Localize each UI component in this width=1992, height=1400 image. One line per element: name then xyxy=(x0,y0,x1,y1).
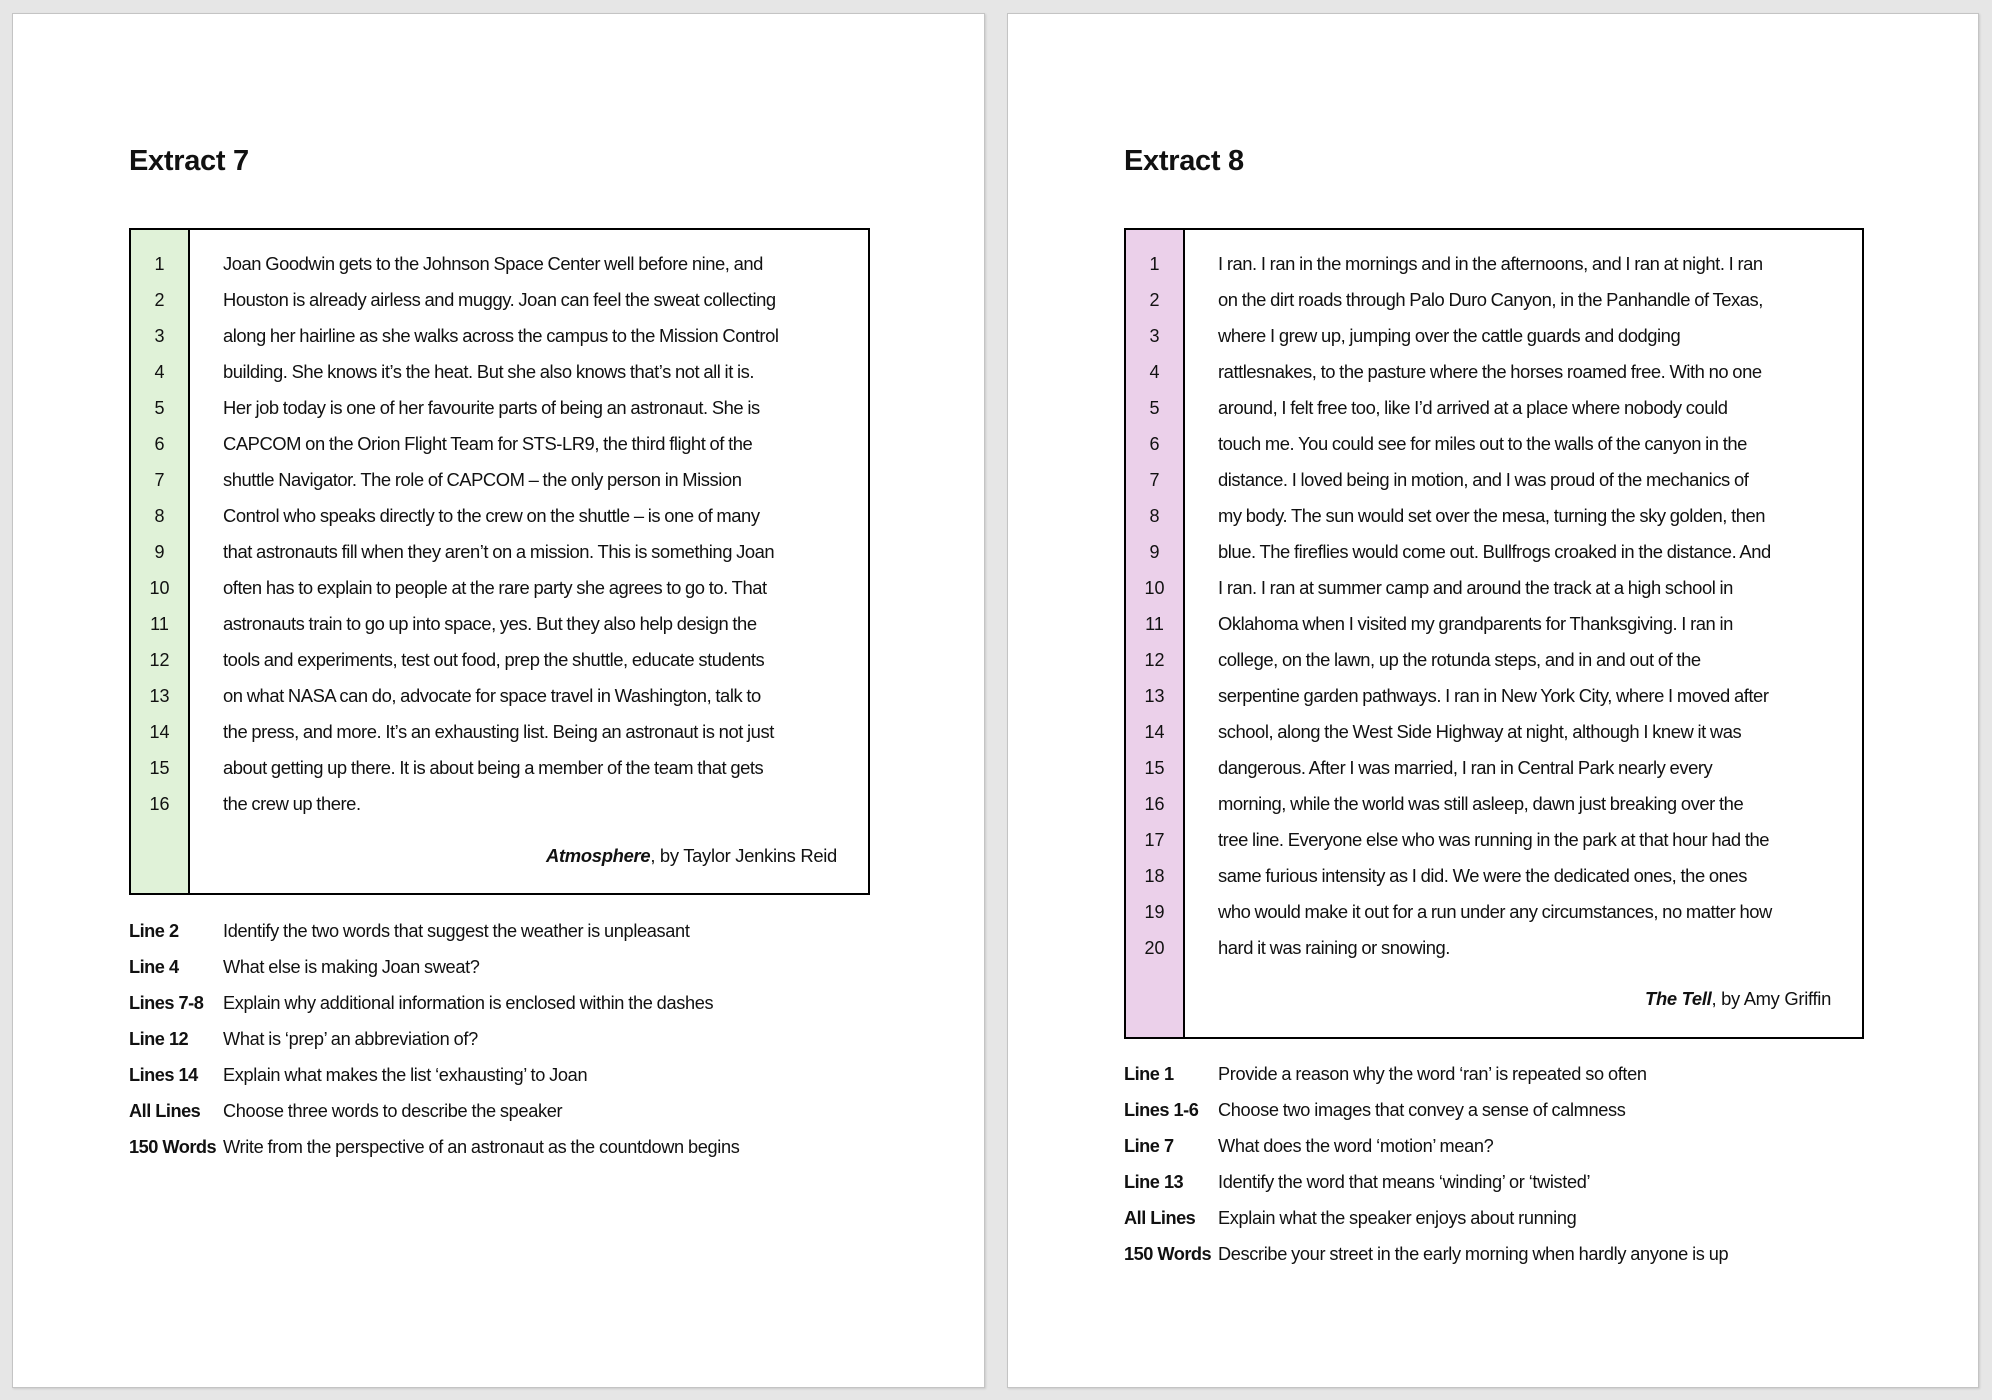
question-row xyxy=(129,1129,740,1165)
passage-line: my body. The sun would set over the mesa, turning the sky golden, then xyxy=(1218,505,1766,526)
question-text: Explain what the speaker enjoys about running xyxy=(1218,1208,1577,1228)
line-number: 5 xyxy=(154,398,165,418)
question-line-reference: 150 Words xyxy=(129,1137,217,1157)
passage-line: shuttle Navigator. The role of CAPCOM – the only person in Mission xyxy=(223,469,742,490)
passage-line: Control who speaks directly to the crew on the shuttle – is one of many xyxy=(223,505,760,526)
passage-line: the press, and more. It’s an exhausting list. Being an astronaut is not just xyxy=(223,721,774,742)
passage-line: college, on the lawn, up the rotunda steps, and in and out of the xyxy=(1218,649,1701,670)
line-number-column xyxy=(1126,230,1185,1037)
passage-line: where I grew up, jumping over the cattle guards and dodging xyxy=(1218,325,1681,346)
question-row xyxy=(129,949,740,985)
question-row xyxy=(129,1057,740,1093)
line-number: 20 xyxy=(1144,938,1165,958)
question-row xyxy=(129,913,740,949)
line-number: 17 xyxy=(1144,830,1165,850)
passage-line: hard it was raining or snowing. xyxy=(1218,937,1450,958)
extract-8-title: Extract 8 xyxy=(1124,145,1244,177)
question-line-reference: Line 13 xyxy=(1124,1172,1184,1192)
line-number: 1 xyxy=(154,254,165,274)
question-line-reference: All Lines xyxy=(129,1101,201,1121)
line-number: 15 xyxy=(1144,758,1165,778)
passage-line: serpentine garden pathways. I ran in New York City, where I moved after xyxy=(1218,685,1769,706)
line-number: 9 xyxy=(1149,542,1160,562)
extract-8-passage-box xyxy=(1124,228,1864,1039)
line-number: 11 xyxy=(150,614,169,634)
page-extract-8 xyxy=(1007,13,1979,1388)
line-number: 12 xyxy=(149,650,170,670)
passage-line: school, along the West Side Highway at night, although I knew it was xyxy=(1218,721,1742,742)
question-text: Choose three words to describe the speaker xyxy=(223,1101,563,1121)
passage-line: on what NASA can do, advocate for space travel in Washington, talk to xyxy=(223,685,761,706)
line-number: 6 xyxy=(154,434,165,454)
question-row xyxy=(1124,1092,1728,1128)
line-number: 3 xyxy=(154,326,165,346)
passage-line: CAPCOM on the Orion Flight Team for STS-LR9, the third flight of the xyxy=(223,433,753,454)
line-number: 11 xyxy=(1145,614,1164,634)
citation xyxy=(1645,981,1831,1017)
citation-work-title: Atmosphere xyxy=(546,845,651,866)
passage-line: blue. The fireflies would come out. Bullfrogs croaked in the distance. And xyxy=(1218,541,1771,562)
passage-line: who would make it out for a run under any circumstances, no matter how xyxy=(1218,901,1772,922)
citation-author: , by Taylor Jenkins Reid xyxy=(650,845,837,866)
line-number: 19 xyxy=(1144,902,1165,922)
passage-line: the crew up there. xyxy=(223,793,361,814)
extract-7-questions xyxy=(129,913,740,1165)
question-row xyxy=(129,1021,740,1057)
question-text: Identify the word that means ‘winding’ or ‘twisted’ xyxy=(1218,1172,1591,1192)
passage-line: I ran. I ran in the mornings and in the afternoons, and I ran at night. I ran xyxy=(1218,253,1763,274)
question-line-reference: 150 Words xyxy=(1124,1244,1212,1264)
line-number: 16 xyxy=(1144,794,1165,814)
passage-line: that astronauts fill when they aren’t on a mission. This is something Joan xyxy=(223,541,775,562)
line-number: 13 xyxy=(149,686,170,706)
line-number-column xyxy=(131,230,190,893)
passage-line: morning, while the world was still asleep, dawn just breaking over the xyxy=(1218,793,1744,814)
line-number: 15 xyxy=(149,758,170,778)
question-line-reference: Line 12 xyxy=(129,1029,189,1049)
citation-author: , by Amy Griffin xyxy=(1711,988,1831,1009)
passage-line: astronauts train to go up into space, yes. But they also help design the xyxy=(223,613,757,634)
passage-line: about getting up there. It is about being a member of the team that gets xyxy=(223,757,764,778)
passage-line: dangerous. After I was married, I ran in Central Park nearly every xyxy=(1218,757,1713,778)
line-number: 10 xyxy=(149,578,170,598)
line-number: 1 xyxy=(1149,254,1160,274)
passage-line: Joan Goodwin gets to the Johnson Space Center well before nine, and xyxy=(223,253,763,274)
question-line-reference: Line 4 xyxy=(129,957,179,977)
line-number: 8 xyxy=(154,506,165,526)
question-line-reference: Line 7 xyxy=(1124,1136,1174,1156)
passage-line: building. She knows it’s the heat. But she also knows that’s not all it is. xyxy=(223,361,755,382)
question-text: Identify the two words that suggest the weather is unpleasant xyxy=(223,921,690,941)
question-text: What is ‘prep’ an abbreviation of? xyxy=(223,1029,478,1049)
line-number: 13 xyxy=(1144,686,1165,706)
question-text: Describe your street in the early morning when hardly anyone is up xyxy=(1218,1244,1729,1264)
citation xyxy=(546,838,837,874)
question-row xyxy=(1124,1164,1728,1200)
page-extract-7 xyxy=(12,13,985,1388)
question-row xyxy=(129,985,740,1021)
passage-line: distance. I loved being in motion, and I was proud of the mechanics of xyxy=(1218,469,1749,490)
passage-line: touch me. You could see for miles out to the walls of the canyon in the xyxy=(1218,433,1747,454)
question-line-reference: Line 2 xyxy=(129,921,179,941)
question-text: Explain what makes the list ‘exhausting’ to Joan xyxy=(223,1065,588,1085)
passage-line: on the dirt roads through Palo Duro Canyon, in the Panhandle of Texas, xyxy=(1218,289,1763,310)
passage-line: around, I felt free too, like I’d arrived at a place where nobody could xyxy=(1218,397,1728,418)
passage-line: Her job today is one of her favourite parts of being an astronaut. She is xyxy=(223,397,760,418)
question-row xyxy=(1124,1056,1728,1092)
line-number: 18 xyxy=(1144,866,1165,886)
passage-line: Oklahoma when I visited my grandparents for Thanksgiving. I ran in xyxy=(1218,613,1733,634)
line-number: 10 xyxy=(1144,578,1165,598)
line-number: 7 xyxy=(154,470,165,490)
passage-line: tools and experiments, test out food, prep the shuttle, educate students xyxy=(223,649,765,670)
passage-line: Houston is already airless and muggy. Joan can feel the sweat collecting xyxy=(223,289,776,310)
question-row xyxy=(1124,1128,1728,1164)
question-text: Explain why additional information is enclosed within the dashes xyxy=(223,993,714,1013)
question-row xyxy=(129,1093,740,1129)
question-text: Write from the perspective of an astronaut as the countdown begins xyxy=(223,1137,740,1157)
passage-line: often has to explain to people at the rare party she agrees to go to. That xyxy=(223,577,767,598)
line-number: 2 xyxy=(1149,290,1160,310)
line-number: 6 xyxy=(1149,434,1160,454)
line-number: 14 xyxy=(1144,722,1165,742)
question-line-reference: All Lines xyxy=(1124,1208,1196,1228)
extract-8-questions xyxy=(1124,1056,1728,1272)
question-line-reference: Lines 1-6 xyxy=(1124,1100,1199,1120)
question-line-reference: Lines 14 xyxy=(129,1065,198,1085)
passage-line: I ran. I ran at summer camp and around the track at a high school in xyxy=(1218,577,1733,598)
citation-work-title: The Tell xyxy=(1645,988,1712,1009)
line-number: 8 xyxy=(1149,506,1160,526)
passage-line: same furious intensity as I did. We were the dedicated ones, the ones xyxy=(1218,865,1747,886)
line-number: 14 xyxy=(149,722,170,742)
extract-7-passage-box xyxy=(129,228,870,895)
question-line-reference: Lines 7-8 xyxy=(129,993,204,1013)
question-line-reference: Line 1 xyxy=(1124,1064,1174,1084)
line-number: 4 xyxy=(154,362,165,382)
question-text: Choose two images that convey a sense of calmness xyxy=(1218,1100,1626,1120)
line-number: 16 xyxy=(149,794,170,814)
passage-text xyxy=(1185,230,1862,1037)
line-number: 2 xyxy=(154,290,165,310)
line-number: 9 xyxy=(154,542,165,562)
line-number: 4 xyxy=(1149,362,1160,382)
line-number: 7 xyxy=(1149,470,1160,490)
passage-line: rattlesnakes, to the pasture where the horses roamed free. With no one xyxy=(1218,361,1762,382)
question-text: What does the word ‘motion’ mean? xyxy=(1218,1136,1494,1156)
extract-7-title: Extract 7 xyxy=(129,145,249,177)
question-row xyxy=(1124,1236,1728,1272)
question-text: What else is making Joan sweat? xyxy=(223,957,480,977)
line-number: 5 xyxy=(1149,398,1160,418)
passage-line: tree line. Everyone else who was running in the park at that hour had the xyxy=(1218,829,1770,850)
line-number: 12 xyxy=(1144,650,1165,670)
question-row xyxy=(1124,1200,1728,1236)
passage-line: along her hairline as she walks across the campus to the Mission Control xyxy=(223,325,779,346)
passage-text xyxy=(190,230,868,893)
line-number: 3 xyxy=(1149,326,1160,346)
question-text: Provide a reason why the word ‘ran’ is repeated so often xyxy=(1218,1064,1647,1084)
